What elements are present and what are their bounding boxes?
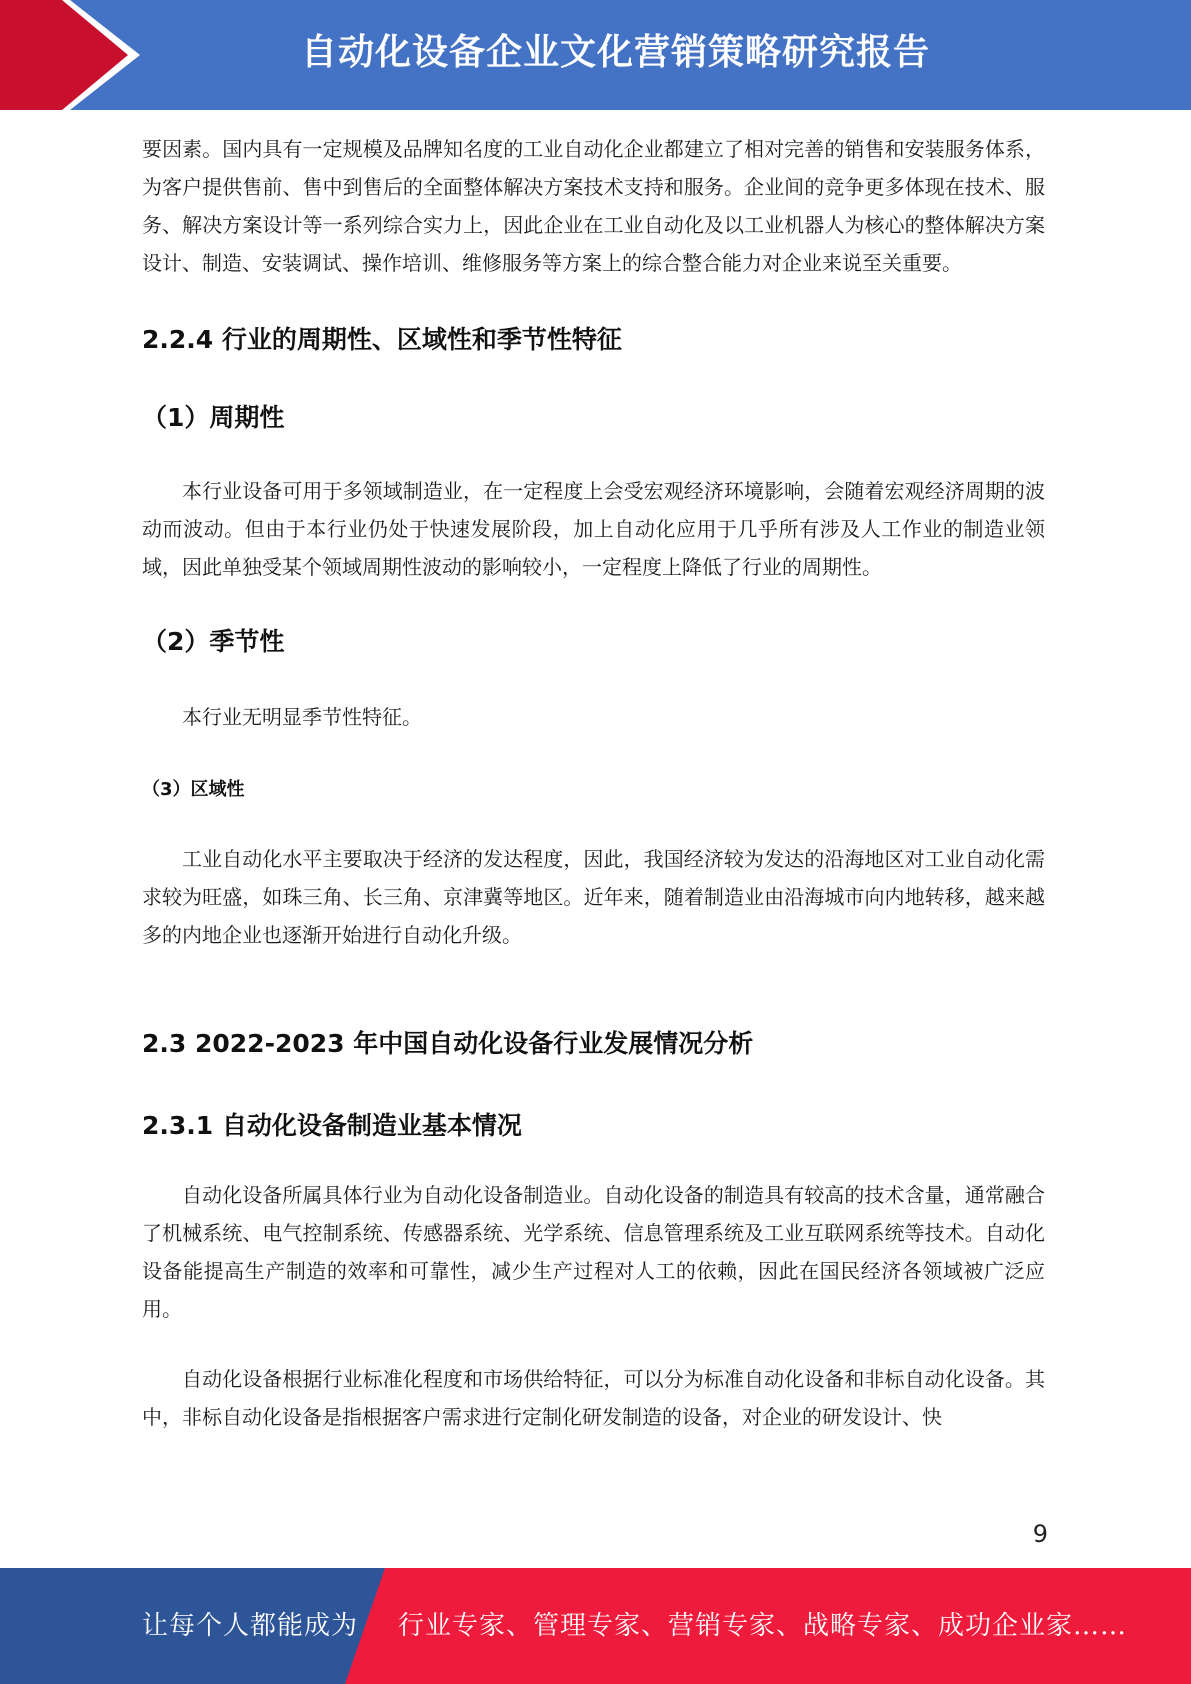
paragraph-regional: 工业自动化水平主要取决于经济的发达程度，因此，我国经济较为发达的沿海地区对工业自动化需求较为旺盛，如珠三角、长三角、京津冀等地区。近年来，随着制造业由沿海城市向内地转移，越来越多的内地企业也逐渐开始进行自动化升级。 (142, 847, 1045, 947)
heading-2-3-1: 2.3.1 自动化设备制造业基本情况 (142, 1111, 522, 1140)
document-body (142, 130, 1045, 1436)
report-title: 自动化设备企业文化营销策略研究报告 (300, 32, 930, 73)
page-footer (0, 1568, 1191, 1684)
header-arrow-decoration (0, 0, 160, 110)
heading-regional: （3）区域性 (142, 779, 245, 800)
paragraph-2-3-1-a: 自动化设备所属具体行业为自动化设备制造业。自动化设备的制造具有较高的技术含量，通常融合了机械系统、电气控制系统、传感器系统、光学系统、信息管理系统及工业互联网系统等技术。自动化设备能提高生产制造的效率和可靠性，减少生产过程对人工的依赖，因此在国民经济各领域被广泛应用。 (142, 1183, 1045, 1321)
footer-slogan-left: 让每个人都能成为 (142, 1611, 359, 1641)
paragraph-intro: 要因素。国内具有一定规模及品牌知名度的工业自动化企业都建立了相对完善的销售和安装服务体系，为客户提供售前、售中到售后的全面整体解决方案技术支持和服务。企业间的竞争更多体现在技术、服务、解决方案设计等一系列综合实力上，因此企业在工业自动化及以工业机器人为核心的整体解决方案设计、制造、安装调试、操作培训、维修服务等方案上的综合整合能力对企业来说至关重要。 (142, 137, 1045, 275)
heading-2-3: 2.3 2022-2023 年中国自动化设备行业发展情况分析 (142, 1029, 754, 1058)
heading-2-2-4: 2.2.4 行业的周期性、区域性和季节性特征 (142, 325, 622, 354)
page-header (0, 0, 1191, 110)
paragraph-cyclical: 本行业设备可用于多领域制造业，在一定程度上会受宏观经济环境影响，会随着宏观经济周期的波动而波动。但由于本行业仍处于快速发展阶段，加上自动化应用于几乎所有涉及人工作业的制造业领域，因此单独受某个领域周期性波动的影响较小，一定程度上降低了行业的周期性。 (142, 479, 1045, 579)
footer-slogan-right: 行业专家、管理专家、营销专家、战略专家、成功企业家…… (398, 1611, 1128, 1641)
page-number: 9 (1032, 1520, 1048, 1548)
paragraph-seasonal: 本行业无明显季节性特征。 (182, 705, 422, 729)
heading-seasonal: （2）季节性 (142, 627, 285, 656)
heading-cyclical: （1）周期性 (142, 403, 285, 432)
paragraph-2-3-1-b: 自动化设备根据行业标准化程度和市场供给特征，可以分为标准自动化设备和非标自动化设备。其中，非标自动化设备是指根据客户需求进行定制化研发制造的设备，对企业的研发设计、快 (142, 1367, 1045, 1429)
